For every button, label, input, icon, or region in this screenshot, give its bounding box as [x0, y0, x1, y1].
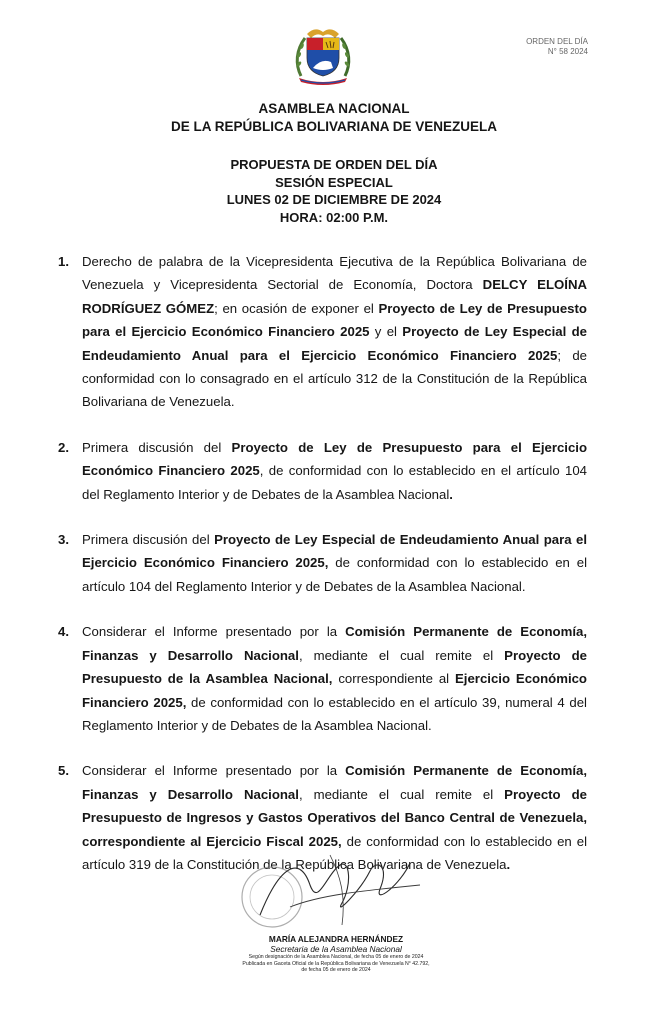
agenda-item-number: 5.	[58, 763, 69, 779]
agenda-item-text	[82, 250, 587, 414]
agenda-item-text-bold: Proyecto de Ley de Presupuesto para el Ejercicio Económico Financiero 2025	[82, 439, 588, 479]
agenda-item-text	[82, 528, 587, 598]
agenda-item-text-bold: Comisión Permanente de Economía, Finanzas y Desarrollo Nacional	[82, 624, 587, 663]
agenda-item-text-bold: Proyecto de Presupuesto de la Asamblea Nacional,	[82, 647, 587, 687]
agenda-item-text-segment: ; de conformidad con lo consagrado en el artículo 312 de la Constitución de la República Bolivariana de Venezuela.	[82, 347, 587, 410]
agenda-item-text-segment: de conformidad con lo establecido en el artículo 104 del Reglamento Interior y de Debates de la Asamblea Nacional.	[82, 555, 588, 594]
signatory-note-3: de fecha 05 de enero de 2024	[301, 967, 371, 974]
agenda-item	[58, 250, 587, 414]
agenda-item	[58, 528, 587, 598]
agenda-item-text-bold: Proyecto de Ley de Presupuesto para el Ejercicio Económico Financiero 2025	[82, 300, 587, 340]
agenda-item-text-bold: Proyecto de Ley Especial de Endeudamiento Anual para el Ejercicio Económico Financiero 2025,	[82, 532, 587, 571]
order-reference	[526, 37, 588, 57]
agenda-item-number: 3.	[58, 532, 69, 548]
order-number: N° 58 2024	[547, 47, 588, 56]
agenda-item-text-bold: Ejercicio Económico Financiero 2025,	[82, 671, 587, 710]
agenda-item-text-segment: de conformidad con lo establecido en el artículo 39, numeral 4 del Reglamento Interior y de Debates de la Asamblea Nacional.	[82, 694, 587, 733]
agenda-items-list	[58, 250, 587, 898]
agenda-item-text	[82, 620, 587, 737]
agenda-item-text-segment: Considerar el Informe presentado por la	[82, 624, 346, 640]
agenda-item-number: 2.	[58, 439, 69, 455]
agenda-item-text-segment: y el	[369, 324, 403, 340]
agenda-item-number: 1.	[58, 254, 69, 269]
agenda-item	[58, 620, 587, 737]
signatory-role: Secretaria de la Asamblea Nacional	[270, 944, 402, 954]
institution-line-1: ASAMBLEA NACIONAL	[258, 101, 410, 116]
agenda-title: PROPUESTA DE ORDEN DEL DÍA	[230, 157, 438, 172]
handwritten-signature	[230, 845, 440, 935]
agenda-item-text-segment: Derecho de palabra de la Vicepresidenta Ejecutiva de la República Bolivariana de Venezuela y Vicepresidenta Sectorial de Economía, Doctora	[82, 254, 587, 293]
agenda-date: LUNES 02 DE DICIEMBRE DE 2024	[226, 192, 442, 207]
institution-line-2: DE LA REPÚBLICA BOLIVARIANA DE VENEZUELA	[170, 119, 497, 134]
institution-heading	[0, 100, 668, 136]
agenda-item	[58, 436, 587, 506]
agenda-item-text-segment: Primera discusión del	[82, 439, 232, 455]
order-label: ORDEN DEL DÍA	[526, 37, 588, 46]
agenda-item-text-bold: Proyecto de Presupuesto de Ingresos y Gastos Operativos del Banco Central de Venezuela, correspondiente al Ejercicio Fiscal 2025,	[82, 786, 587, 849]
agenda-item-text-segment: Primera discusión del	[82, 532, 215, 548]
agenda-item-text-bold: Comisión Permanente de Economía, Finanzas y Desarrollo Nacional	[82, 763, 587, 802]
agenda-item-text-segment: , mediante el cual remite el	[298, 786, 505, 802]
signatory-note-1: Según designación de la Asamblea Nacional, de fecha 05 de enero de 2024	[248, 954, 424, 960]
agenda-item-number: 4.	[58, 624, 69, 640]
agenda-item-text-bold: .	[449, 486, 453, 502]
agenda-item-text-segment: , de conformidad con lo establecido en el artículo 104 del Reglamento Interior y de Debates de la Asamblea Nacional	[82, 463, 587, 502]
agenda-item-text-segment: ; en ocasión de exponer el	[214, 300, 379, 316]
signatory-name: MARÍA ALEJANDRA HERNÁNDEZ	[268, 934, 404, 944]
agenda-item-text-bold: DELCY ELOÍNA RODRÍGUEZ GÓMEZ	[82, 277, 587, 316]
agenda-item-text-segment: correspondiente al	[332, 671, 456, 687]
agenda-item-text-segment: , mediante el cual remite el	[298, 647, 505, 663]
signatory-note-2: Publicada en Gaceta Oficial de la República Bolivariana de Venezuela N° 42.792,	[242, 960, 430, 967]
agenda-item-text-bold: Proyecto de Ley Especial de Endeudamiento Anual para el Ejercicio Económico Financiero 2025	[82, 324, 587, 363]
agenda-heading	[0, 156, 668, 226]
agenda-item-text-segment: Considerar el Informe presentado por la	[82, 763, 346, 779]
agenda-item-text-bold: .	[506, 856, 511, 872]
coat-of-arms-icon	[291, 24, 355, 86]
signatory-block	[226, 934, 446, 974]
agenda-time: HORA: 02:00 P.M.	[279, 209, 389, 225]
agenda-session: SESIÓN ESPECIAL	[275, 174, 393, 190]
agenda-item-text-segment: de conformidad con lo establecido en el artículo 319 de la Constitución de la República Bolivariana de Venezuela	[82, 833, 588, 872]
agenda-item-text	[82, 436, 587, 506]
